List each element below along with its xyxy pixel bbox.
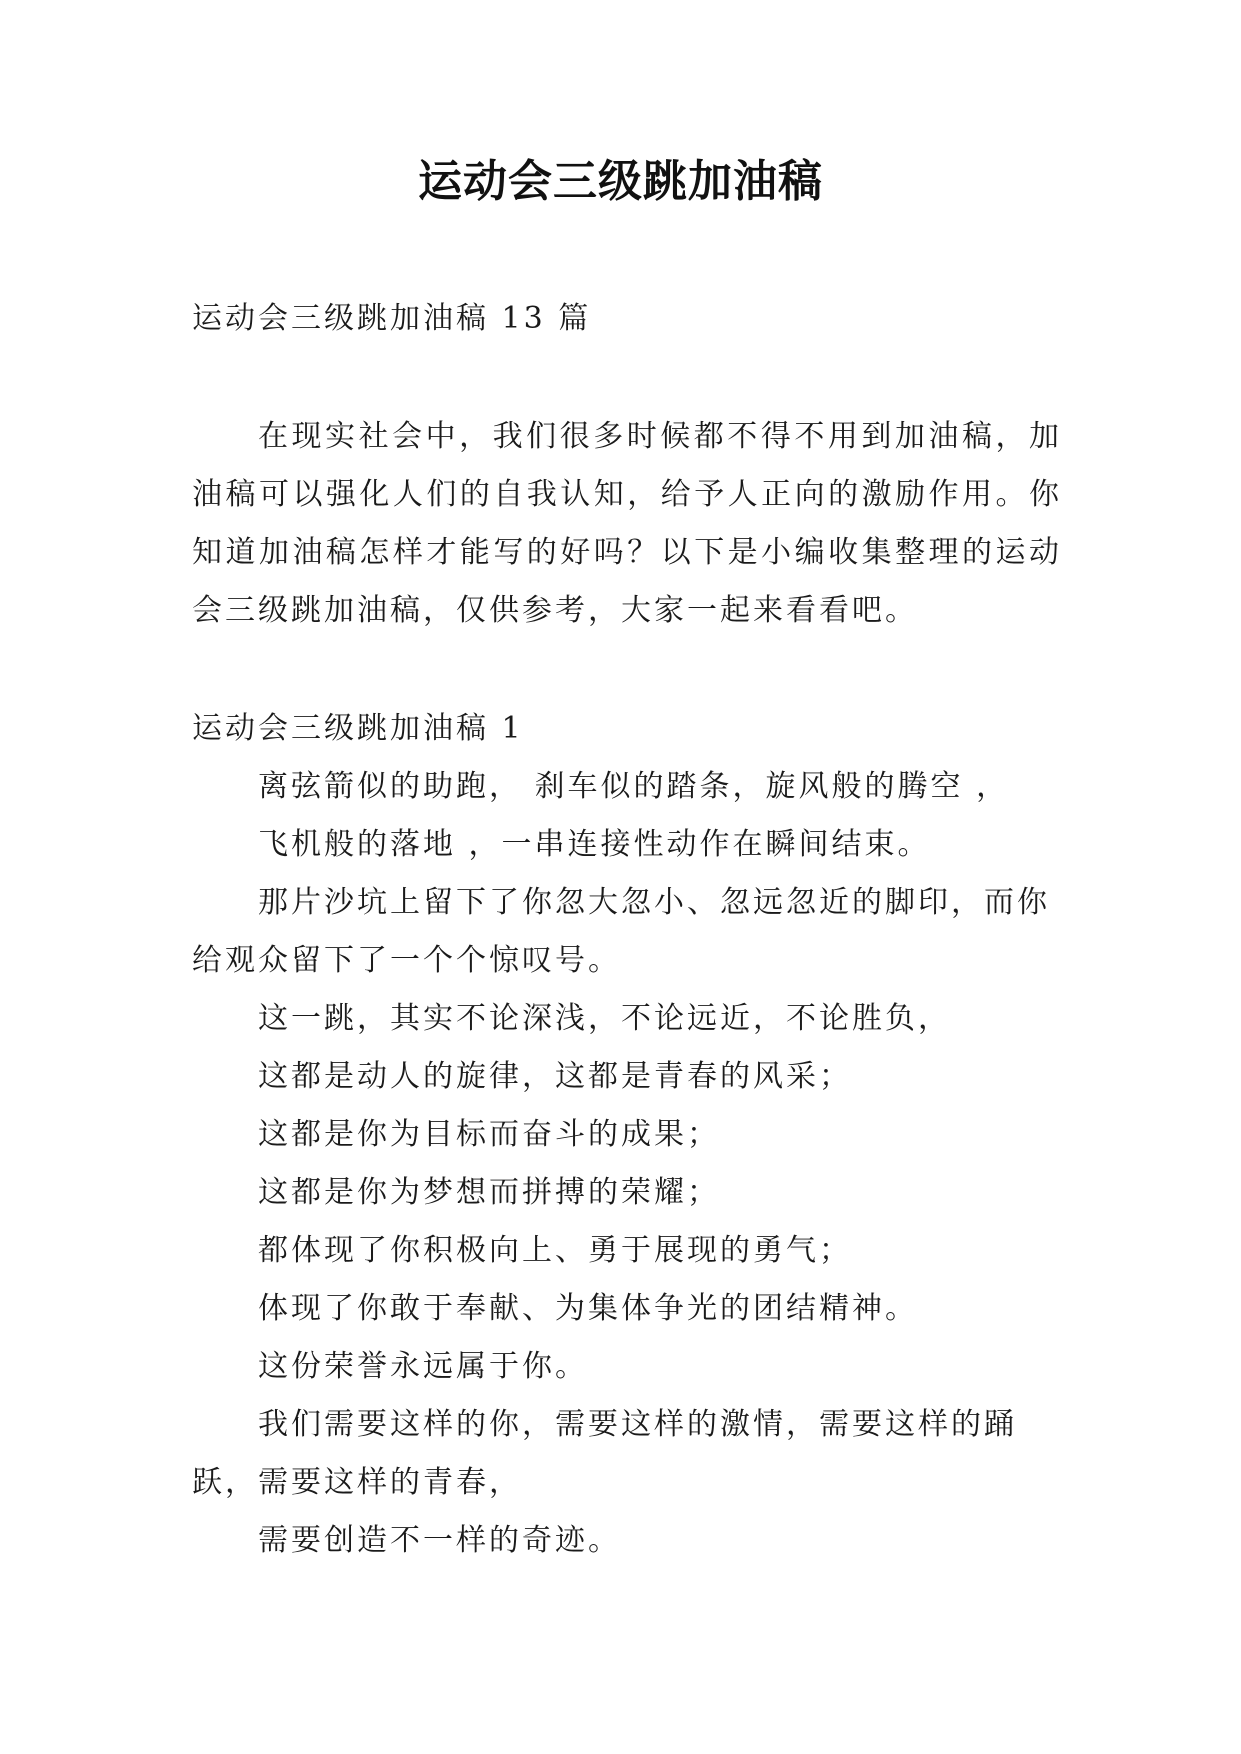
poem-line: 体现了你敢于奉献、为集体争光的团结精神。 <box>258 1291 918 1326</box>
poem-line: 这都是动人的旋律，这都是青春的风采； <box>258 1059 852 1094</box>
document-body <box>192 290 1062 1570</box>
document-subtitle: 运动会三级跳加油稿 13 篇 <box>192 301 592 336</box>
poem-line: 这一跳，其实不论深浅，不论远近，不论胜负， <box>258 1001 951 1036</box>
poem-line: 这份荣誉永远属于你。 <box>258 1349 588 1384</box>
intro-paragraph: 在现实社会中，我们很多时候都不得不用到加油稿，加油稿可以强化人们的自我认知，给予人正向的激励作用。你知道加油稿怎样才能写的好吗？以下是小编收集整理的运动会三级跳加油稿，仅供参考，大家一起来看看吧。 <box>192 419 1062 628</box>
poem-line: 这都是你为梦想而拼搏的荣耀； <box>258 1175 720 1210</box>
section-heading: 运动会三级跳加油稿 1 <box>192 711 524 746</box>
poem-line: 这都是你为目标而奋斗的成果； <box>258 1117 720 1152</box>
document-title: 运动会三级跳加油稿 <box>418 156 823 207</box>
poem-line: 那片沙坑上留下了你忽大忽小、忽远忽近的脚印，而你给观众留下了一个个惊叹号。 <box>192 885 1050 978</box>
poem-line: 我们需要这样的你，需要这样的激情，需要这样的踊跃，需要这样的青春， <box>192 1407 1017 1500</box>
poem-line: 离弦箭似的助跑， 刹车似的踏条，旋风般的腾空 ， <box>258 769 1010 804</box>
poem-line: 需要创造不一样的奇迹。 <box>258 1523 621 1558</box>
poem-line: 飞机般的落地 ，一串连接性动作在瞬间结束。 <box>258 827 931 862</box>
poem-line: 都体现了你积极向上、勇于展现的勇气； <box>258 1233 852 1268</box>
